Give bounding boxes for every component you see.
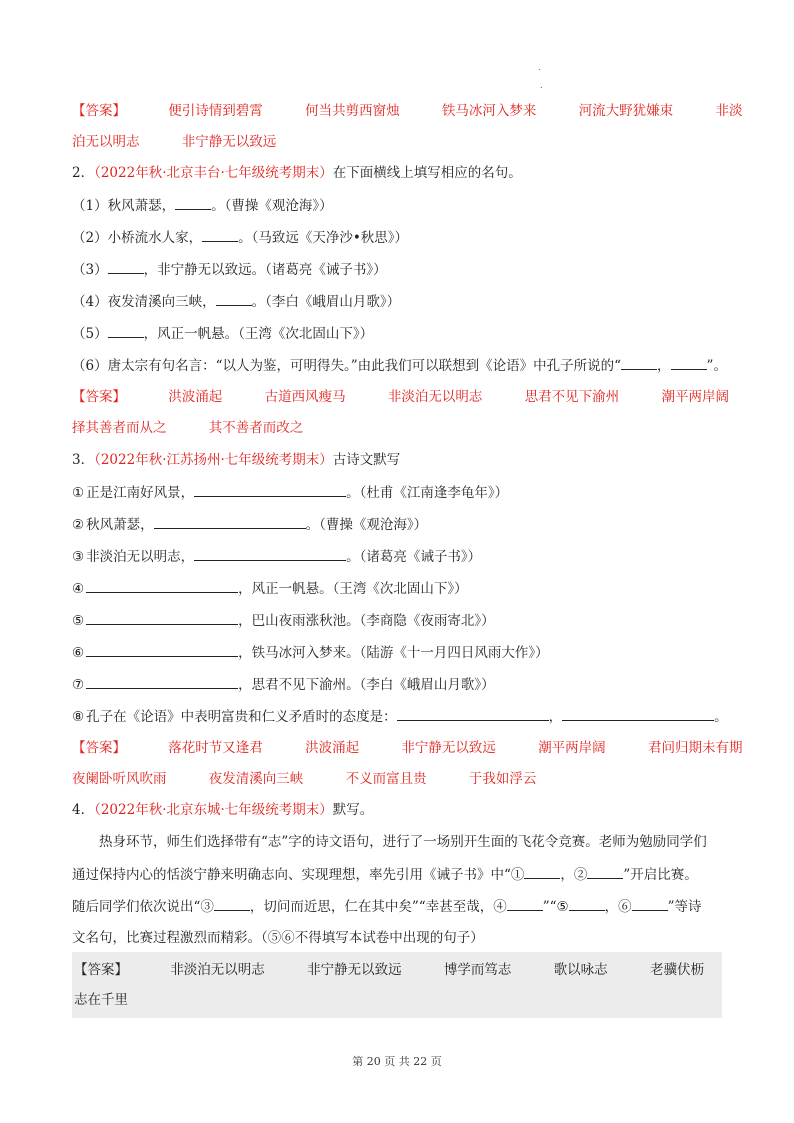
q3-answer-line2 [72,769,722,789]
q2-answer-line2 [72,418,722,438]
blank [562,706,714,721]
q4-answer-line2 [72,990,724,1010]
answer-label: 【答案】 [72,740,126,756]
answer-text: 不义而富且贵 [345,771,427,787]
blank [175,195,211,210]
answer-text: 老骥伏枥 [649,962,704,978]
question-prompt: 默写。 [332,802,374,818]
blank [194,482,346,497]
q3-item: ⑦ ，思君不见下渝州。（李白《峨眉山月歌》） [72,674,722,695]
answer-text: 落花时节又逢君 [168,740,263,756]
question-source: （2022年秋·江苏扬州·七年级统考期末） [94,452,333,468]
answer-text: 择其善者而从之 [72,420,167,436]
answer-text: 洪波涌起 [168,389,223,405]
q1-answer-line [72,101,743,121]
blank [621,355,657,370]
answer-label: 【答案】 [72,103,126,119]
answer-text: 泊无以明志 [72,134,140,150]
blank [108,323,144,338]
blank [587,864,623,879]
blank [86,642,238,657]
q2-heading [72,163,722,183]
blank [507,896,543,911]
answer-text: 君问归期未有期 [647,740,743,756]
blank [524,864,560,879]
q3-item: ④ ，风正一帆悬。（王湾《次北固山下》） [72,578,722,599]
q3-item: ⑧ 孔子在《论语》中表明富贵和仁义矛盾时的态度是： ， 。 [72,706,722,727]
answer-text: 非宁静无以致远 [401,740,496,756]
q4-paragraph: 随后同学们依次说出“③ ，切问而近思，仁在其中矣”“幸甚至哉，④ ”“⑤ ，⑥ ”等诗 [72,896,722,917]
blank [86,674,238,689]
answer-text: 志在千里 [74,992,128,1008]
blank [108,259,144,274]
answer-text: 非淡泊无以明志 [387,389,483,405]
question-source: （2022年秋·北京东城·七年级统考期末） [94,802,333,818]
answer-text: 夜发清溪向三峡 [208,771,304,787]
question-number: 3． [72,452,95,468]
q3-item: ① 正是江南好风景， 。（杜甫《江南逢李龟年》） [72,482,722,503]
q4-answer-line [72,960,724,980]
answer-text: 河流大野犹嫌束 [578,103,674,119]
blank [194,546,346,561]
answer-label: 【答案】 [74,962,128,978]
q2-item: （5） ，风正一帆悬。（王湾《次北固山下》） [72,323,722,344]
q4-paragraph: 文名句，比赛过程激烈而精彩。（⑤⑥不得填写本试卷中出现的句子） [72,930,484,946]
answer-text: 其不善者而改之 [208,420,304,436]
answer-text: 铁马冰河入梦来 [441,103,537,119]
answer-text: 潮平两岸阔 [661,389,729,405]
q3-answer-line [72,738,743,758]
answer-text: 博学而笃志 [443,962,512,978]
q3-item: ⑤ ，巴山夜雨涨秋池。（李商隐《夜雨寄北》） [72,610,722,631]
blank [214,896,250,911]
answer-text: 歌以咏志 [553,962,608,978]
question-prompt: 古诗文默写 [332,452,401,468]
top-dot: . [538,63,541,72]
blank [202,227,238,242]
blank [86,610,238,625]
blank [86,578,238,593]
answer-text: 古道西风瘦马 [264,389,346,405]
q3-heading [72,450,722,470]
q2-item: （4）夜发清溪向三峡， 。（李白《峨眉山月歌》） [72,291,722,312]
q4-paragraph: 通过保持内心的恬淡宁静来明确志向、实现理想，率先引用《诫子书》中“① ，② ”开启比赛。 [72,864,722,885]
answer-label: 【答案】 [72,389,126,405]
answer-text: 洪波涌起 [305,740,360,756]
q2-item: （2）小桥流水人家， 。（马致远《天净沙•秋思》） [72,227,722,248]
page-footer: 第 20 页 共 22 页 [352,1055,442,1068]
top-dot: . [540,81,543,90]
blank [216,291,252,306]
answer-text: 非宁静无以致远 [307,962,402,978]
q3-item: ③ 非淡泊无以明志， 。（诸葛亮《诫子书》） [72,546,722,567]
q3-item: ② 秋风萧瑟， 。（曹操《观沧海》） [72,514,722,535]
question-number: 4． [72,802,95,818]
q1-answer-line2 [72,132,722,152]
answer-text: 潮平两岸阔 [538,740,606,756]
q2-item: （6）唐太宗有句名言：“以人为鉴，可明得失。”由此我们可以联想到《论语》中孔子所说的“ ， ”。 [72,355,722,376]
answer-text: 夜阑卧听风吹雨 [72,771,167,787]
blank [632,896,668,911]
q2-item: （3） ，非宁静无以致远。（诸葛亮《诫子书》） [72,259,722,280]
answer-text: 非淡 [715,103,743,119]
q2-answer-line [72,387,729,407]
question-source: （2022年秋·北京丰台·七年级统考期末） [94,165,333,181]
blank [569,896,605,911]
question-prompt: 在下面横线上填写相应的名句。 [332,165,522,181]
question-number: 2． [72,165,95,181]
answer-text: 便引诗情到碧霄 [168,103,263,119]
q3-item: ⑥ ，铁马冰河入梦来。（陆游《十一月四日风雨大作》） [72,642,722,663]
answer-text: 思君不见下渝州 [524,389,620,405]
blank [671,355,707,370]
q2-item: （1）秋风萧瑟， 。（曹操《观沧海》） [72,195,722,216]
answer-text: 何当共剪西窗烛 [305,103,400,119]
q4-paragraph: 热身环节，师生们选择带有“志”字的诗文语句，进行了一场别开生面的飞花令竞赛。老师为勉励同学们 [99,834,707,850]
blank [154,514,306,529]
answer-text: 于我如浮云 [468,771,537,787]
answer-text: 非淡泊无以明志 [170,962,265,978]
q4-heading [72,800,722,820]
answer-text: 非宁静无以致远 [181,134,277,150]
blank [397,706,549,721]
